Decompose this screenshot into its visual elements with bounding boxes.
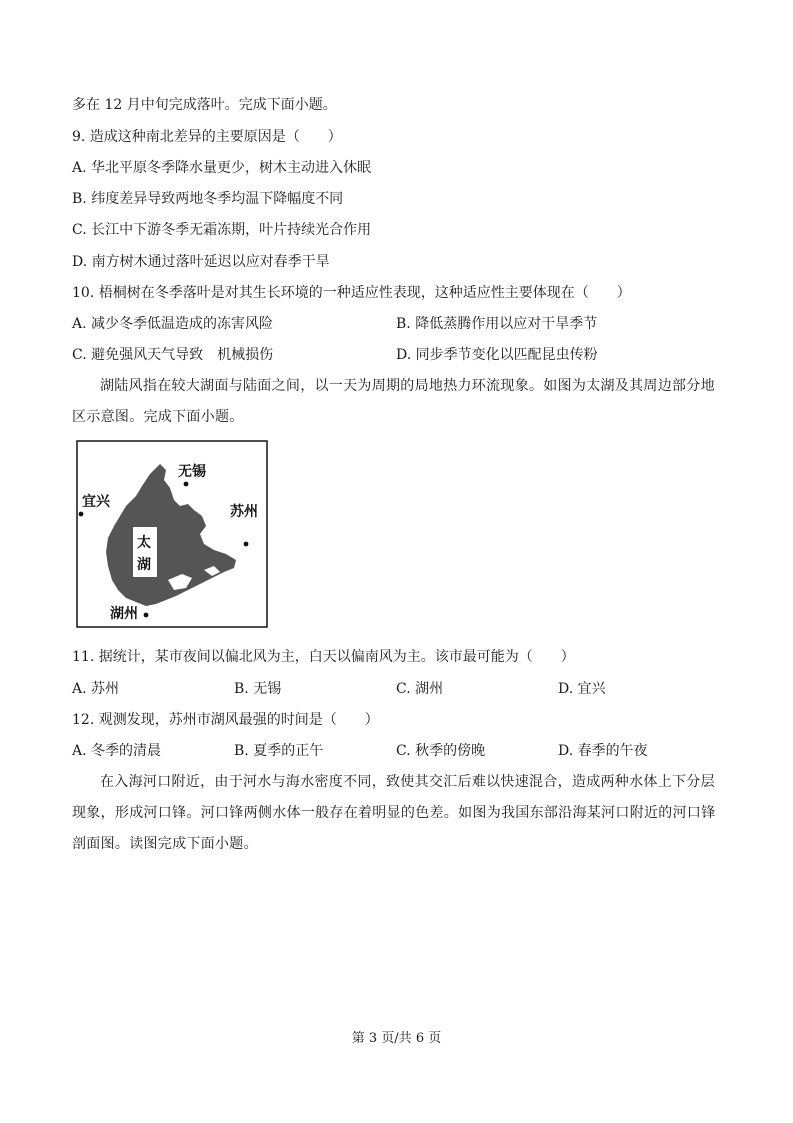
intro-tail: 多在 12 月中旬完成落叶。完成下面小题。 (72, 97, 337, 113)
taihu-map (76, 440, 268, 628)
huzhou-label: 湖州 (110, 606, 138, 622)
question-10-option-d: D. 同步季节变化以匹配昆虫传粉 (396, 347, 598, 363)
question-12-option-a: A. 冬季的清晨 (72, 743, 162, 759)
question-12-stem: 12. 观测发现，苏州市湖风最强的时间是（ ） (72, 712, 379, 728)
yixing-label: 宜兴 (82, 494, 110, 510)
question-10-stem: 10. 梧桐树在冬季落叶是对其生长环境的一种适应性表现，这种适应性主要体现在（ ） (72, 285, 631, 301)
question-12-option-b: B. 夏季的正午 (234, 743, 324, 759)
question-9-option-d: D. 南方树木通过落叶延迟以应对春季干旱 (72, 254, 330, 270)
question-12-option-c: C. 秋季的傍晚 (396, 743, 486, 759)
question-9-option-b: B. 纬度差异导致两地冬季均温下降幅度不同 (72, 191, 344, 207)
question-12-option-d: D. 春季的午夜 (558, 743, 648, 759)
taihu-label-2: 湖 (137, 557, 151, 573)
question-11-option-c: C. 湖州 (396, 681, 444, 697)
question-11-stem: 11. 据统计，某市夜间以偏北风为主，白天以偏南风为主。该市最可能为（ ） (72, 649, 575, 665)
yixing-dot (79, 512, 84, 517)
estuary-front-intro: 在入海河口附近，由于河水与海水密度不同，致使其交汇后难以快速混合，造成两种水体上下分层现象，形成河口锋。河口锋两侧水体一般存在着明显的色差。如图为我国东部沿海某河口附近的河口锋剖面图。读图完成下面小题。 (72, 774, 716, 852)
question-9-stem: 9. 造成这种南北差异的主要原因是（ ） (72, 129, 342, 145)
question-10-option-a: A. 减少冬季低温造成的冻害风险 (72, 316, 274, 332)
question-11-option-a: A. 苏州 (72, 681, 120, 697)
lake-breeze-intro: 湖陆风指在较大湖面与陆面之间，以一天为周期的局地热力环流现象。如图为太湖及其周边部分地区示意图。完成下面小题。 (72, 378, 715, 425)
question-9-option-a: A. 华北平原冬季降水量更少，树木主动进入休眠 (72, 160, 372, 176)
page-footer: 第 3 页/共 6 页 (351, 1031, 442, 1046)
taihu-map-figure (76, 440, 268, 628)
question-9-option-c: C. 长江中下游冬季无霜冻期，叶片持续光合作用 (72, 222, 372, 238)
huzhou-dot (144, 613, 149, 618)
question-10-option-c: C. 避免强风天气导致 机械损伤 (72, 347, 274, 363)
suzhou-dot (244, 542, 249, 547)
question-11-option-b: B. 无锡 (234, 681, 282, 697)
question-10-option-b: B. 降低蒸腾作用以应对干旱季节 (396, 316, 598, 332)
question-11-option-d: D. 宜兴 (558, 681, 606, 697)
taihu-label-1: 太 (137, 535, 151, 551)
wuxi-dot (184, 482, 189, 487)
suzhou-label: 苏州 (230, 504, 258, 520)
wuxi-label: 无锡 (178, 464, 206, 480)
